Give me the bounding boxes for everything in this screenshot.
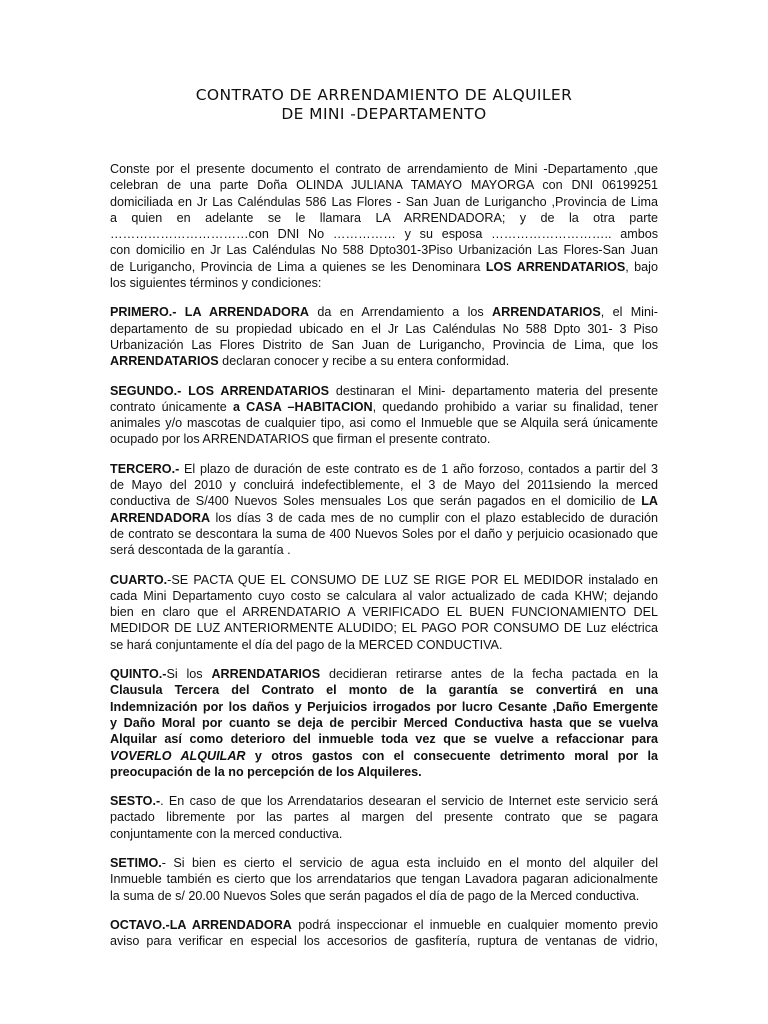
text-line [110,637,658,653]
bold-text: Indemnización por los daños y Perjuicios irrogados por lucro Cesante ,Daño Emergente [110,699,658,714]
bold-text: ARRENDATARIOS [211,667,321,682]
clause-primero [110,304,658,369]
text-line [110,917,658,933]
text-line [110,526,658,542]
text-run: , quedando prohibido a variar su finalidad, tener [372,399,658,414]
text-run: , bajo [625,259,658,274]
text-line [110,259,658,275]
text-run: Conste por el presente documento el contrato de arrendamiento de Mini -Departamento ,que [110,162,658,176]
document-title [0,86,768,124]
text-line [110,461,658,477]
bold-text: SESTO.- [110,794,161,809]
text-run: contrato únicamente [110,399,233,414]
clause-sesto [110,793,658,842]
text-run: declaran conocer y recibe a su entera conformidad. [218,354,510,369]
text-run: se hará conjuntamente el día del pago de la MERCED CONDUCTIVA. [110,637,503,652]
text-line [110,383,658,399]
text-line [110,510,658,526]
bold-text: y Daño Moral por cuanto se deja de percibir Merced Conductiva hasta que se vuelva [110,715,658,730]
text-line [110,177,658,193]
text-line [110,764,658,780]
clause-cuarto [110,572,658,653]
text-line [110,620,658,636]
bold-text: SEGUNDO.- LOS ARRENDATARIOS [110,383,330,398]
text-run: Si los [166,667,212,682]
text-line [110,399,658,415]
text-run: bien en claro que el ARRENDATARIO A VERIFICADO EL BUEN FUNCIONAMIENTO DEL [110,605,658,620]
text-run: , el Mini- [600,305,658,320]
document-body [110,161,658,962]
bold-text: CUARTO. [110,572,168,587]
text-line [110,304,658,320]
text-run: conjuntamente con la merced conductiva. [110,826,343,841]
text-run: con domicilio en Jr Las Caléndulas No 588 Dpto301-3Piso Urbanización Las Flores-San Juan [110,243,658,258]
text-run: será descontada de la garantía . [110,543,291,558]
text-run: cada Mini Departamento cuyo costo se calculara al valor actualizado de cada KHW; dejando [110,588,658,603]
text-line [110,855,658,871]
clause-tercero [110,461,658,559]
bold-text: LA [641,494,658,509]
bold-text: ARRENDADORA [110,510,211,525]
bold-text: y otros gastos con el consecuente detrimento moral por la [245,748,659,763]
text-line [110,826,658,842]
text-line [110,194,658,210]
bold-text: PRIMERO.- LA ARRENDADORA [110,305,310,320]
text-run: pactado libremente por las partes al margen del presente contrato que se pagara [110,810,658,825]
text-run: ocupado por los ARRENDATARIOS que firman el presente contrato. [110,432,491,447]
text-run: de Lurigancho, Provincia de Lima a quienes se les Denominara [110,259,486,274]
text-line [110,871,658,887]
text-line [110,415,658,431]
text-run: Urbanización Las Flores Distrito de San Juan de Lurigancho, Provincia de Lima, que los [110,337,658,352]
text-line [110,604,658,620]
text-line [110,588,658,604]
text-run: los días 3 de cada mes de no cumplir con el plazo establecido de duración [210,510,658,525]
text-run: . En caso de que los Arrendatarios desearan el servicio de Internet este servicio será [160,794,658,809]
text-line [110,210,658,226]
text-run: - Si bien es cierto el servicio de agua esta incluido en el monto del alquiler del [161,855,658,870]
text-run: podrá inspeccionar el inmueble en cualquier momento previo [291,917,658,932]
text-line [110,161,658,177]
text-run: da en Arrendamiento a los [309,305,493,320]
text-line [110,226,658,242]
text-run: -SE PACTA QUE EL CONSUMO DE LUZ SE RIGE POR EL MEDIDOR instalado en [167,572,658,587]
text-line [110,477,658,493]
text-run: MEDIDOR DE LUZ ANTERIORMENTE ALUDIDO; EL PAGO POR CONSUMO DE Luz eléctrica [110,621,658,636]
text-run: El plazo de duración de este contrato es de 1 año forzoso, contados a partir del 3 [179,461,658,476]
text-line [110,682,658,698]
clause-segundo [110,383,658,448]
text-run: de contrato se descontara la suma de 400 Nuevos Soles por el daño y perjuicio ocasionado que [110,526,658,541]
text-line [110,321,658,337]
bold-text: Clausula Tercera del Contrato el monto de la garantía se convertirá en una [110,683,658,698]
bold-text: ARRENDATARIOS [110,354,219,369]
text-run: conductiva de S/400 Nuevos Soles mensuales Los que serán pagados en el domicilio de [110,494,642,509]
bold-text: SETIMO. [110,855,162,870]
text-line [110,542,658,558]
bold-text: ARRENDATARIOS [492,305,601,320]
paragraph-intro [110,161,658,291]
text-run: Inmueble también es cierto que los arrendatarios que tengan Lavadora pagaran adicionalmente [110,872,658,887]
text-run: departamento de su propiedad ubicado en el Jr Las Caléndulas No 588 Dpto 301- 3 Piso [110,321,658,336]
bold-text: OCTAVO.-LA ARRENDADORA [110,917,292,932]
bold-text: QUINTO.- [110,667,167,682]
clause-octavo [110,917,658,950]
text-run: de Mayo del 2010 y concluirá indefectiblemente, el 3 de Mayo del 2011siendo la merced [110,478,658,493]
text-line [110,888,658,904]
text-line [110,275,658,291]
text-line [110,242,658,258]
text-run: destinaran el Mini- departamento materia del presente [329,383,658,398]
text-line [110,666,658,682]
text-line [110,748,658,764]
text-line [110,353,658,369]
text-run: celebran de una parte Doña OLINDA JULIANA TAMAYO MAYORGA con DNI 06199251 [110,178,658,193]
text-run: decidieran retirarse antes de la fecha pactada en la [320,667,659,682]
text-line [110,493,658,509]
text-line [110,933,658,949]
text-line [110,431,658,447]
text-line [110,731,658,747]
text-line [110,715,658,731]
bold-text: TERCERO.- [110,461,180,476]
bold-text: preocupación de la no percepción de los Alquileres. [110,764,422,779]
bold-text: VOVERLO ALQUILAR [110,748,246,763]
title-line-1: CONTRATO DE ARRENDAMIENTO DE ALQUILER [195,86,573,104]
text-run: a quien en adelante se le llamara LA ARRENDADORA; y de la otra parte [110,210,658,225]
bold-text: Alquilar así como deterioro del inmueble toda vez que se vuelve a refaccionar para [110,732,658,747]
text-line [110,572,658,588]
text-run: los siguientes términos y condiciones: [110,276,322,291]
bold-text: a CASA –HABITACION [232,399,373,414]
bold-text: LOS ARRENDATARIOS [485,259,626,274]
text-line [110,337,658,353]
text-run: ……………………………con DNI No …………… y su esposa ……………………….. ambos [110,227,658,242]
text-line [110,793,658,809]
text-run: domiciliada en Jr Las Caléndulas 586 Las Flores - San Juan de Lurigancho ,Provincia de Lima [110,194,658,209]
text-line [110,699,658,715]
clause-quinto [110,666,658,780]
text-line [110,809,658,825]
text-run: animales y/o mascotas de cualquier tipo, asi como el Inmueble que se Alquila será únicamente [110,416,658,431]
text-run: aviso para verificar en especial los accesorios de gasfitería, ruptura de ventanas de vidrio, [110,934,658,949]
clause-setimo [110,855,658,904]
title-line-2: DE MINI -DEPARTAMENTO [281,105,487,123]
text-run: la suma de s/ 20.00 Nuevos Soles que serán pagados el día de pago de la Merced conductiva. [110,888,640,903]
